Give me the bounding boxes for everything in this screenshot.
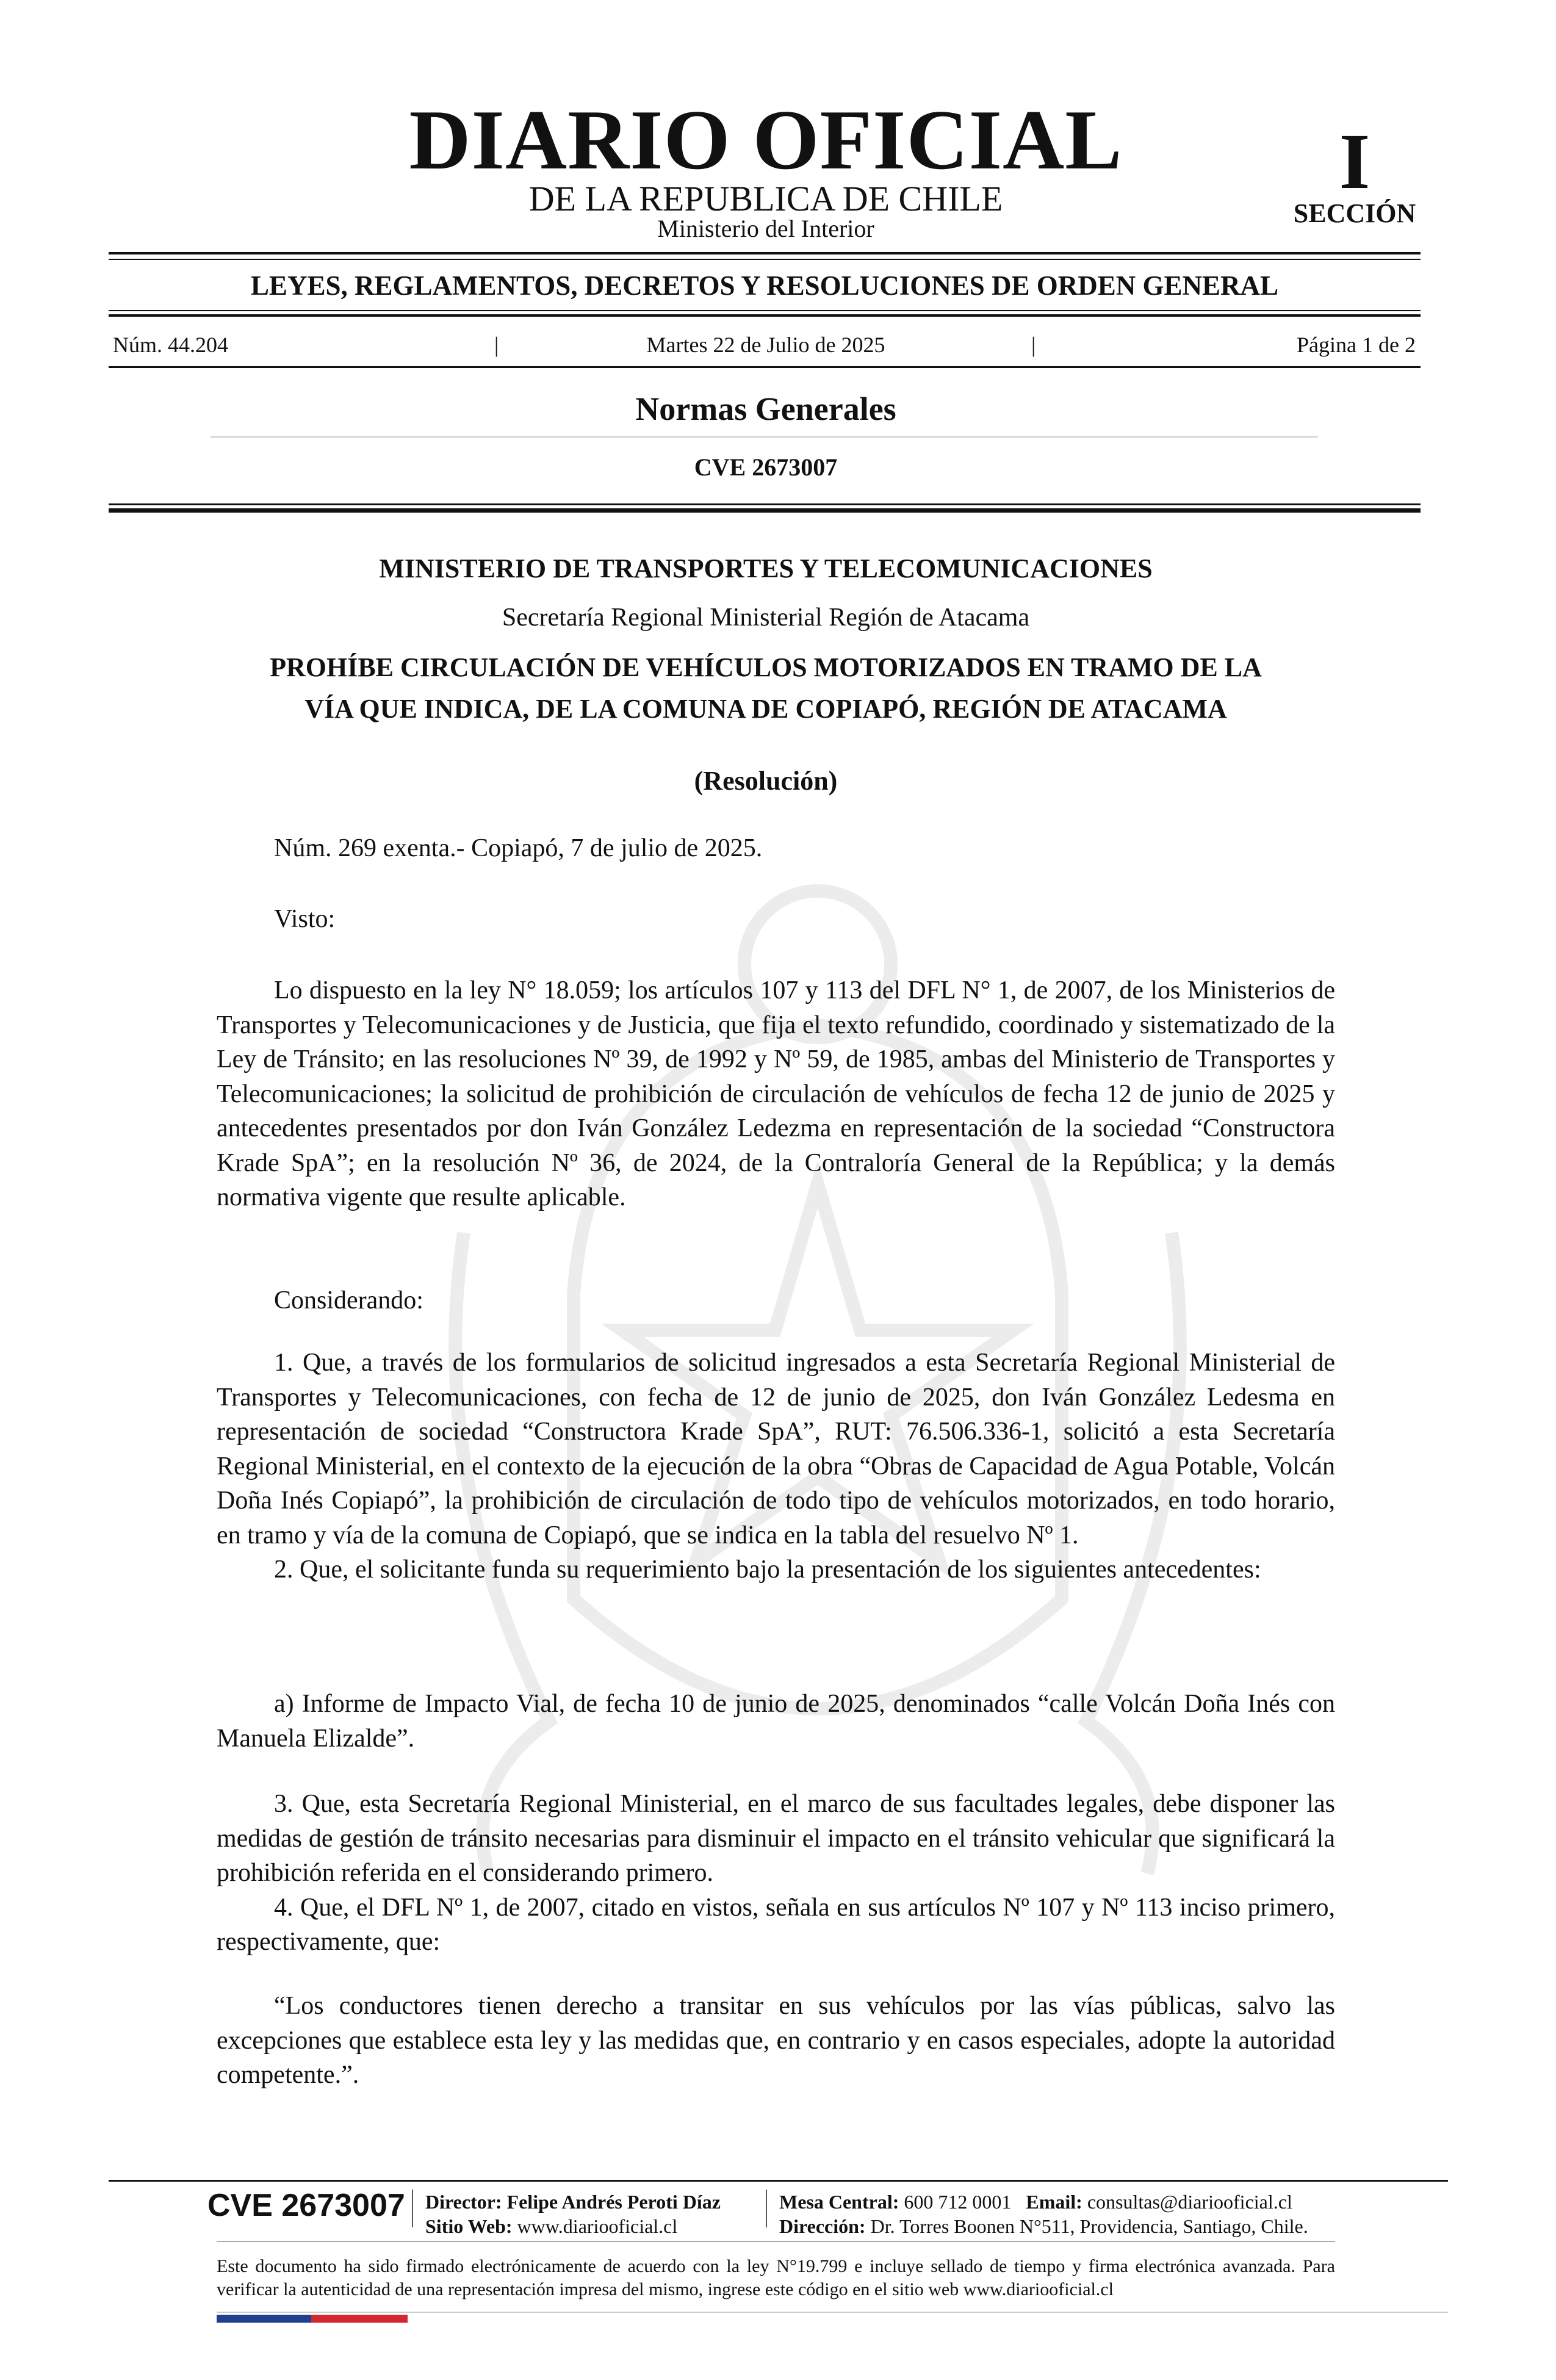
section-label: SECCIÓN — [1293, 198, 1416, 228]
email-address[interactable]: consultas@diariooficial.cl — [1087, 2191, 1292, 2213]
document-secretariat: Secretaría Regional Ministerial Región de Atacama — [502, 604, 1030, 632]
director-label: Director: — [425, 2191, 502, 2213]
visto-paragraph: Lo dispuesto en la ley N° 18.059; los artículos 107 y 113 del DFL N° 1, de 2007, de los Ministerios de Transportes y Telecomunicaciones y de Justicia, que fija el texto refundido, coordinado y sistematizado de la Ley de Tránsito; en las resoluciones Nº 39, de 1992 y Nº 59, de 1985, ambas del Ministerio de Transportes y Telecomunicaciones; la solicitud de prohibición de circulación de vehículos de fecha 12 de junio de 2025 y antecedentes presentados por don Iván González Ledezma en representación de la sociedad “Constructora Krade SpA”; en la resolución Nº 36, de 2024, de la Contraloría General de la República; y la demás normativa vigente que resulte aplicable. — [217, 976, 1335, 1211]
document-title-line-1: PROHÍBE CIRCULACIÓN DE VEHÍCULOS MOTORIZADOS EN TRAMO DE LA — [270, 652, 1262, 682]
phone-number: 600 712 0001 — [904, 2191, 1012, 2213]
website-link[interactable]: www.diariooficial.cl — [517, 2215, 678, 2237]
address-label: Dirección: — [779, 2215, 866, 2237]
footer-cve: CVE 2673007 — [207, 2188, 405, 2223]
page-indicator: Página 1 de 2 — [1297, 333, 1416, 357]
flag-stripe-blue — [217, 2315, 311, 2323]
section-title: Normas Generales — [635, 391, 896, 427]
cve-code: CVE 2673007 — [694, 453, 838, 481]
phone-label: Mesa Central: — [779, 2191, 899, 2213]
footer-separator — [766, 2190, 767, 2227]
meta-divider — [109, 366, 1421, 368]
masthead-divider — [109, 252, 1421, 254]
flag-stripe-red — [311, 2315, 408, 2323]
document-title-line-2: VÍA QUE INDICA, DE LA COMUNA DE COPIAPÓ, REGIÓN DE ATACAMA — [304, 694, 1227, 724]
considerando-2a: a) Informe de Impacto Vial, de fecha 10 de junio de 2025, denominados “calle Volcán Doña Inés con Manuela Elizalde”. — [217, 1690, 1335, 1753]
address: Dr. Torres Boonen N°511, Providencia, Santiago, Chile. — [870, 2215, 1308, 2237]
considerando-3: 3. Que, esta Secretaría Regional Ministerial, en el marco de sus facultades legales, debe disponer las medidas de gestión de tránsito necesarias para disminuir el impacto en el tránsito vehicular que significará la prohibición referida en el considerando primero. — [217, 1790, 1335, 1887]
band-divider-top — [109, 310, 1421, 311]
cve-divider-thick — [109, 508, 1421, 513]
section-band: LEYES, REGLAMENTOS, DECRETOS Y RESOLUCIONES DE ORDEN GENERAL — [250, 270, 1279, 301]
law-quote: “Los conductores tienen derecho a transitar en sus vehículos por las vías públicas, salvo las excepciones que establece esta ley y las medidas que, en contrario y en casos especiales, adopte la autoridad competente.”. — [217, 1992, 1335, 2089]
footer-note-rule — [217, 2241, 1335, 2242]
signature-note: Este documento ha sido firmado electrónicamente de acuerdo con la ley N°19.799 e incluye sellado de tiempo y firma electrónica avanzada. Para verificar la autenticidad de una representación impresa del mismo, ingrese este código en el sitio web www.diariooficial.cl — [217, 2256, 1335, 2299]
document-type: (Resolución) — [694, 766, 838, 796]
email-label: Email: — [1026, 2191, 1082, 2213]
issue-number: Núm. 44.204 — [113, 333, 228, 357]
section-title-rule — [211, 436, 1318, 438]
footer-bottom-rule — [217, 2312, 1448, 2313]
considerando-2: 2. Que, el solicitante funda su requerimiento bajo la presentación de los siguientes antecedentes: — [274, 1556, 1261, 1584]
footer-divider — [109, 2180, 1448, 2182]
website-label: Sitio Web: — [425, 2215, 513, 2237]
newspaper-subtitle: DE LA REPUBLICA DE CHILE — [528, 179, 1003, 218]
cve-divider — [109, 503, 1421, 505]
newspaper-title: DIARIO OFICIAL — [409, 93, 1123, 187]
ministry-line: Ministerio del Interior — [657, 215, 874, 242]
visto-heading: Visto: — [274, 905, 336, 933]
masthead-divider-thin — [109, 259, 1421, 260]
considerando-4: 4. Que, el DFL Nº 1, de 2007, citado en vistos, señala en sus artículos Nº 107 y Nº 113 inciso primero, respectivamente, que: — [217, 1893, 1335, 1956]
footer-contact-right — [779, 2190, 1426, 2238]
meta-separator: | — [494, 333, 499, 357]
footer-separator — [412, 2190, 413, 2227]
document-ministry: MINISTERIO DE TRANSPORTES Y TELECOMUNICACIONES — [379, 554, 1153, 583]
considerando-heading: Considerando: — [274, 1286, 423, 1314]
footer-contact-left — [425, 2190, 779, 2238]
band-divider — [109, 314, 1421, 317]
considerando-1: 1. Que, a través de los formularios de solicitud ingresados a esta Secretaría Regional Ministerial de Transportes y Telecomunicaciones, con fecha de 12 de junio de 2025, don Iván González Ledesma en representación de sociedad “Constructora Krade SpA”, RUT: 76.506.336-1, solicitó a esta Secretaría Regional Ministerial, en el contexto de la ejecución de la obra “Obras de Capacidad de Agua Potable, Volcán Doña Inés Copiapó”, la prohibición de circulación de todo tipo de vehículos motorizados, en todo horario, en tramo y vía de la comuna de Copiapó, que se indica en la tabla del resuelvo Nº 1. — [217, 1349, 1335, 1549]
section-number: I — [1339, 118, 1371, 206]
meta-separator: | — [1031, 333, 1036, 357]
director-name: Felipe Andrés Peroti Díaz — [506, 2191, 721, 2213]
resolution-number: Núm. 269 exenta.- Copiapó, 7 de julio de 2025. — [274, 834, 763, 862]
issue-date: Martes 22 de Julio de 2025 — [646, 333, 885, 357]
